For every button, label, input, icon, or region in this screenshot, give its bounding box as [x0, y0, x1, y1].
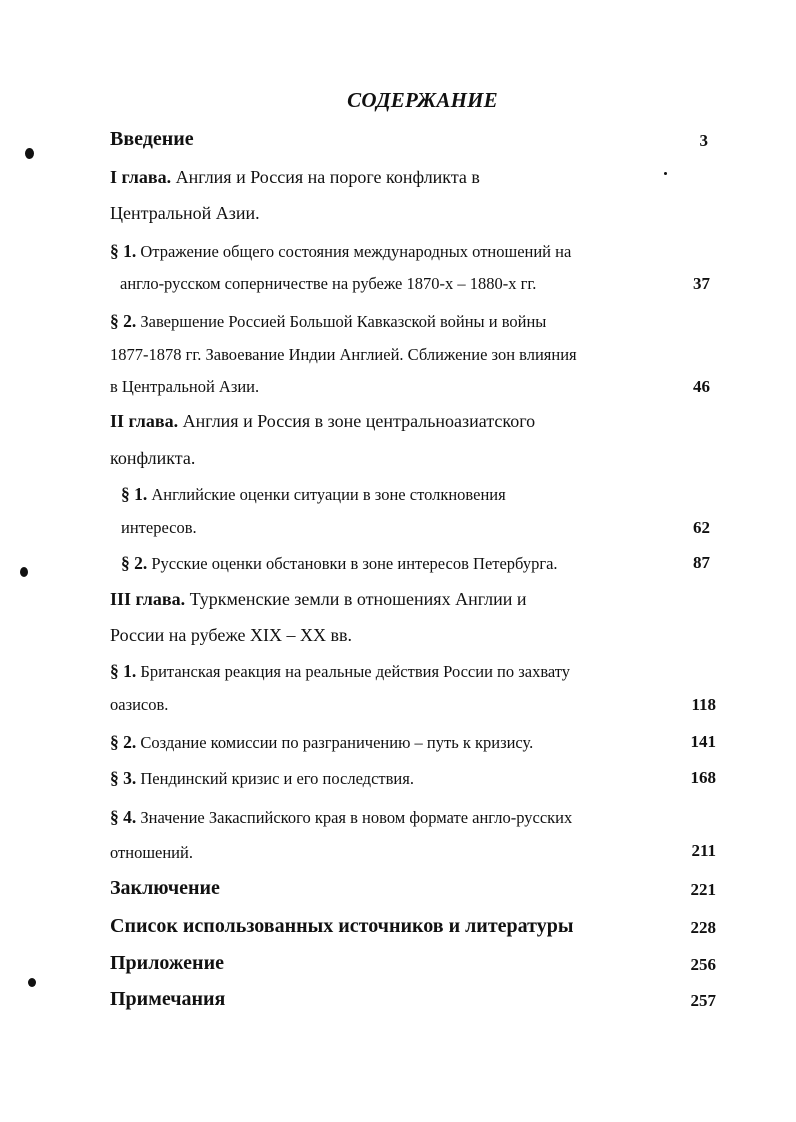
ch1-s2-line3: в Центральной Азии.: [110, 377, 260, 396]
ch3-s3-mark: § 3.: [110, 768, 137, 788]
toc-ch3-section1: [110, 661, 570, 682]
chapter2-title-line1: Англия и Россия в зоне центральноазиатского: [182, 411, 536, 431]
toc-conclusion-page: 221: [690, 880, 716, 899]
ch1-s2-page: 46: [693, 377, 710, 396]
ch3-s3-page: 168: [690, 768, 716, 787]
toc-notes-page: 257: [690, 991, 716, 1010]
scan-speck: [28, 978, 36, 987]
chapter3-title-line1: Туркменские земли в отношениях Англии и: [189, 589, 527, 609]
ch3-s1-mark: § 1.: [110, 661, 137, 681]
toc-notes-label: Примечания: [110, 988, 226, 1010]
scan-speck: [20, 567, 28, 577]
toc-chapter2-heading: [110, 411, 535, 432]
ch3-s1-line1: Британская реакция на реальные действия России по захвату: [140, 662, 571, 681]
chapter3-title-line2: России на рубеже XIX – XX вв.: [110, 625, 352, 645]
toc-chapter1-heading: [110, 167, 480, 188]
page-title: СОДЕРЖАНИЕ: [347, 88, 498, 112]
toc-ch2-section1: [121, 484, 506, 505]
ch1-s2-line2: 1877-1878 гг. Завоевание Индии Англией. Сближение зон влияния: [110, 345, 577, 364]
chapter1-title-line2: Центральной Азии.: [110, 203, 260, 223]
scan-speck: [25, 148, 34, 159]
ch2-s2-page: 87: [693, 553, 710, 572]
ch2-s1-line1: Английские оценки ситуации в зоне столкновения: [151, 485, 506, 504]
toc-intro-label: Введение: [110, 128, 194, 150]
toc-ch1-section2: [110, 311, 546, 332]
toc-sources-label: Список использованных источников и литературы: [110, 915, 574, 937]
toc-appendix-label: Приложение: [110, 952, 224, 974]
ch1-s2-mark: § 2.: [110, 311, 137, 331]
toc-sources-page: 228: [690, 918, 716, 937]
toc-chapter3-heading: [110, 589, 527, 610]
ch2-s1-mark: § 1.: [121, 484, 148, 504]
chapter1-prefix: I глава.: [110, 167, 172, 187]
ch3-s4-mark: § 4.: [110, 807, 137, 827]
toc-ch3-section2: [110, 732, 533, 753]
toc-conclusion-label: Заключение: [110, 877, 220, 899]
chapter1-title-line1: Англия и Россия на пороге конфликта в: [175, 167, 480, 187]
ch3-s1-page: 118: [691, 695, 716, 714]
toc-ch3-section4: [110, 807, 572, 828]
ch2-s1-page: 62: [693, 518, 710, 537]
ch1-s1-line2: англо-русском соперничестве на рубеже 1870-х – 1880-х гг.: [120, 274, 537, 293]
toc-appendix-page: 256: [690, 955, 716, 974]
chapter2-title-line2: конфликта.: [110, 448, 196, 468]
ch1-s1-line1: Отражение общего состояния международных отношений на: [140, 242, 572, 261]
ch1-s2-line1: Завершение Россией Большой Кавказской войны и войны: [140, 312, 547, 331]
toc-ch2-section2: [121, 553, 558, 574]
ch2-s2-line1: Русские оценки обстановки в зоне интересов Петербурга.: [151, 554, 558, 573]
chapter3-prefix: III глава.: [110, 589, 186, 609]
ch3-s2-page: 141: [690, 732, 716, 751]
ch1-s1-mark: § 1.: [110, 241, 137, 261]
ch2-s1-line2: интересов.: [121, 518, 197, 537]
ch3-s4-line1: Значение Закаспийского края в новом формате англо-русских: [140, 808, 573, 827]
scan-speck: [664, 172, 667, 175]
ch3-s2-mark: § 2.: [110, 732, 137, 752]
ch2-s2-mark: § 2.: [121, 553, 148, 573]
ch3-s1-line2: оазисов.: [110, 695, 169, 714]
ch3-s4-page: 211: [691, 841, 716, 860]
toc-ch1-section1: [110, 241, 571, 262]
ch3-s2-line1: Создание комиссии по разграничению – путь к кризису.: [140, 733, 534, 752]
chapter2-prefix: II глава.: [110, 411, 179, 431]
toc-ch3-section3: [110, 768, 414, 789]
ch3-s4-line2: отношений.: [110, 843, 193, 862]
toc-intro-page: 3: [699, 131, 708, 150]
ch3-s3-line1: Пендинский кризис и его последствия.: [140, 769, 414, 788]
ch1-s1-page: 37: [693, 274, 710, 293]
